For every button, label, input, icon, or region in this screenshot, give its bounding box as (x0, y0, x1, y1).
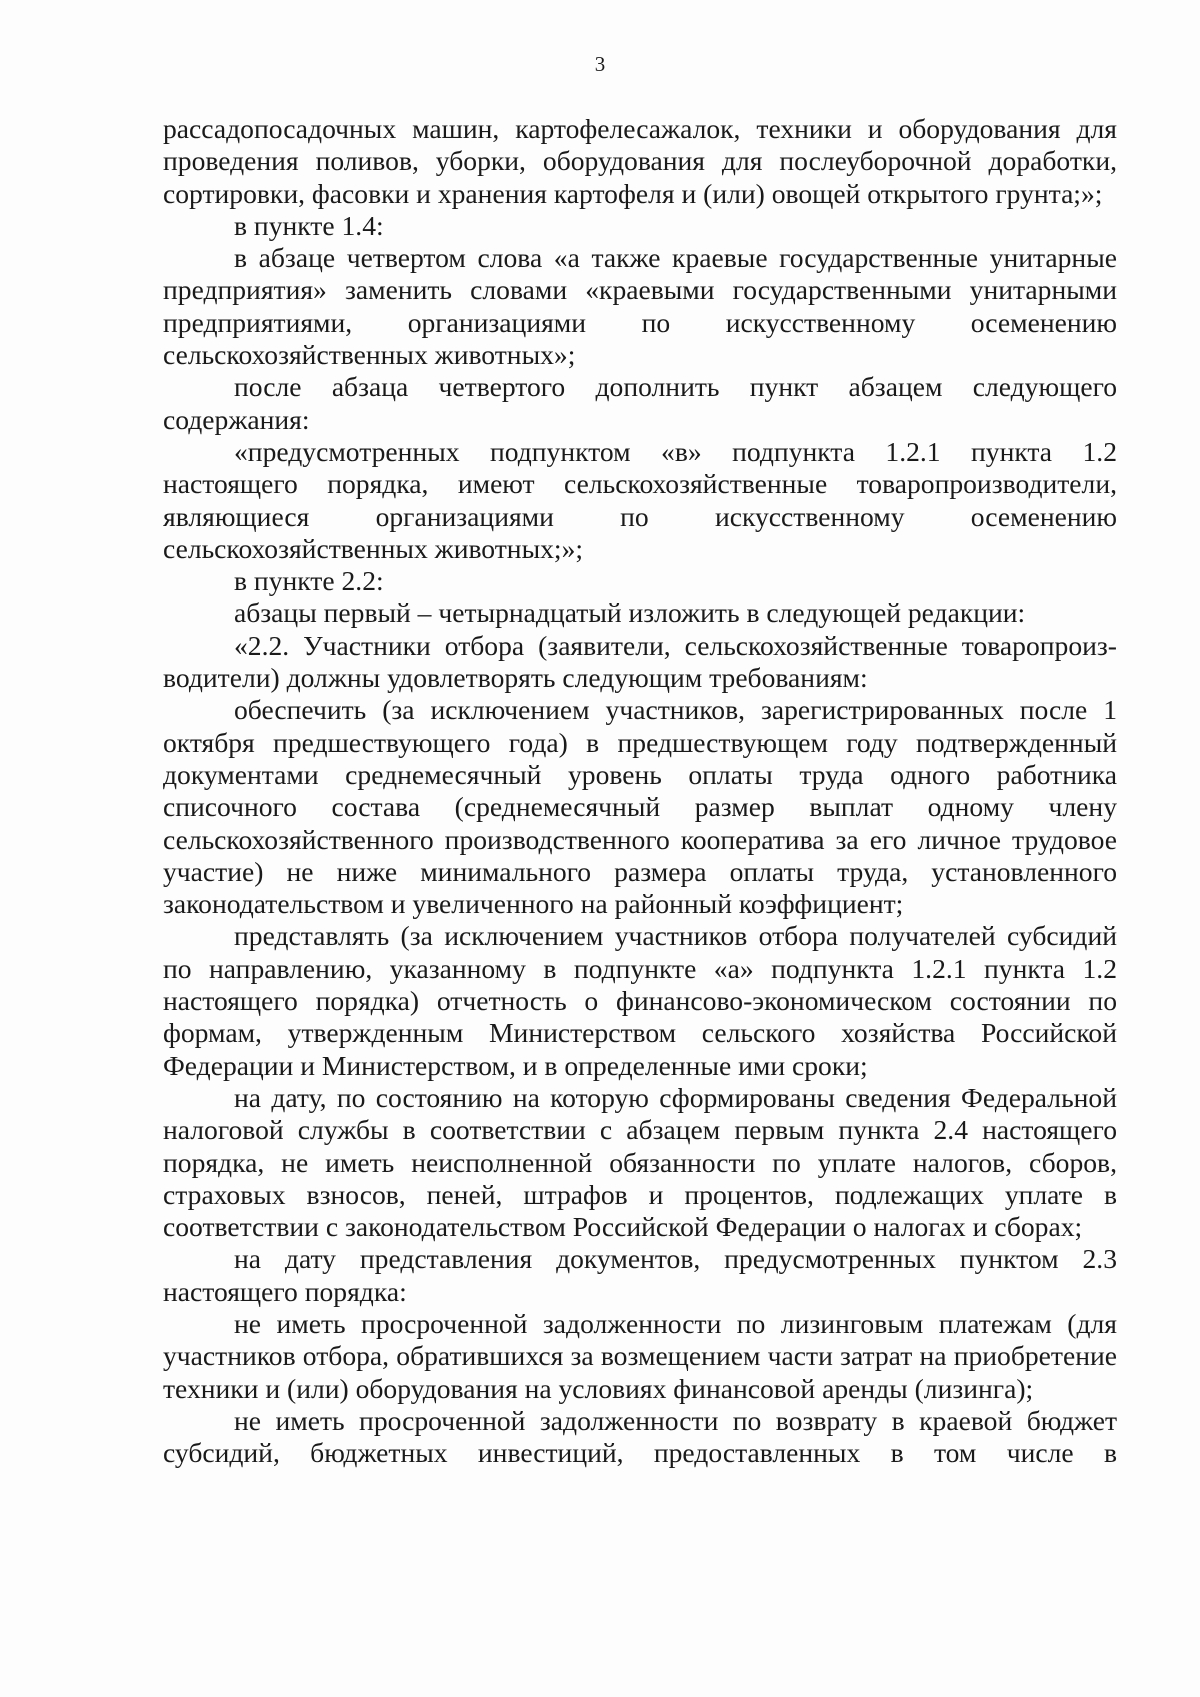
paragraph: обеспечить (за исключением участников, зарегистрированных после 1 октября предшествующего года) в предшествующем году подтвержденный документами среднемесячный уровень оплаты труда одного работника списочного состава (среднемесячный размер выплат одному члену сельскохозяйственного производственного кооператива за его личное трудовое участие) не ниже минимального размера оплаты труда, установленного законодательством и увеличенного на районный коэффициент; (163, 694, 1117, 920)
paragraph: в пункте 2.2: (234, 565, 384, 597)
paragraph: после абзаца четвертого дополнить пункт абзацем следующего содержания: (163, 371, 1117, 435)
paragraph: не иметь просроченной задолженности по возврату в краевой бюджет субсидий, бюджетных инвестиций, предоставленных в том числе в (163, 1404, 1117, 1469)
paragraph: абзацы первый – четырнадцатый изложить в следующей редакции: (234, 597, 1026, 629)
document-body (163, 113, 1117, 1469)
paragraph: представлять (за исключением участников отбора получателей субсидий по направлению, указанному в подпункте «а» подпункта 1.2.1 пункта 1.2 настоящего порядка) отчетность о финансово-экономическом состоянии по формам, утвержденным Министерством сельского хозяйства Российской Федерации и Министерством, и в определенные ими сроки; (163, 920, 1117, 1081)
paragraph: «предусмотренных подпунктом «в» подпункта 1.2.1 пункта 1.2 настоящего порядка, имеют сельскохозяйственные товаропроизводители, являющиеся организациями по искусственному осеменению сельскохозяйственных животных;»; (163, 435, 1117, 564)
paragraph: на дату представления документов, предусмотренных пунктом 2.3 настоящего порядка: (163, 1243, 1117, 1307)
page-number: 3 (594, 52, 606, 76)
paragraph: рассадопосадочных машин, картофелесажалок, техники и оборудования для проведения поливов, уборки, оборудования для послеуборочной доработки, сортировки, фасовки и хранения картофеля и (или) овощей открытого грунта;»; (163, 113, 1117, 209)
paragraph: в абзаце четвертом слова «а также краевые государственные унитарные предприятия» заменить словами «краевыми государственными унитарными предприятиями, организациями по искусственному осеменению сельскохозяйственных животных»; (163, 242, 1117, 371)
paragraph: на дату, по состоянию на которую сформированы сведения Федеральной налоговой службы в соответствии с абзацем первым пункта 2.4 настоящего порядка, не иметь неисполненной обязанности по уплате налогов, сборов, страховых взносов, пеней, штрафов и процентов, подлежащих уплате в соответствии с законодательством Российской Федерации о налогах и сборах; (163, 1081, 1117, 1243)
paragraph: в пункте 1.4: (234, 209, 384, 241)
paragraph: не иметь просроченной задолженности по лизинговым платежам (для участников отбора, обратившихся за возмещением части затрат на приобретение техники и (или) оборудования на условиях финансовой аренды (лизинга); (163, 1307, 1117, 1404)
paragraph: «2.2. Участники отбора (заявители, сельскохозяйственные товаропроизводители) должны удовлетворять следующим требованиям: (163, 629, 1117, 694)
